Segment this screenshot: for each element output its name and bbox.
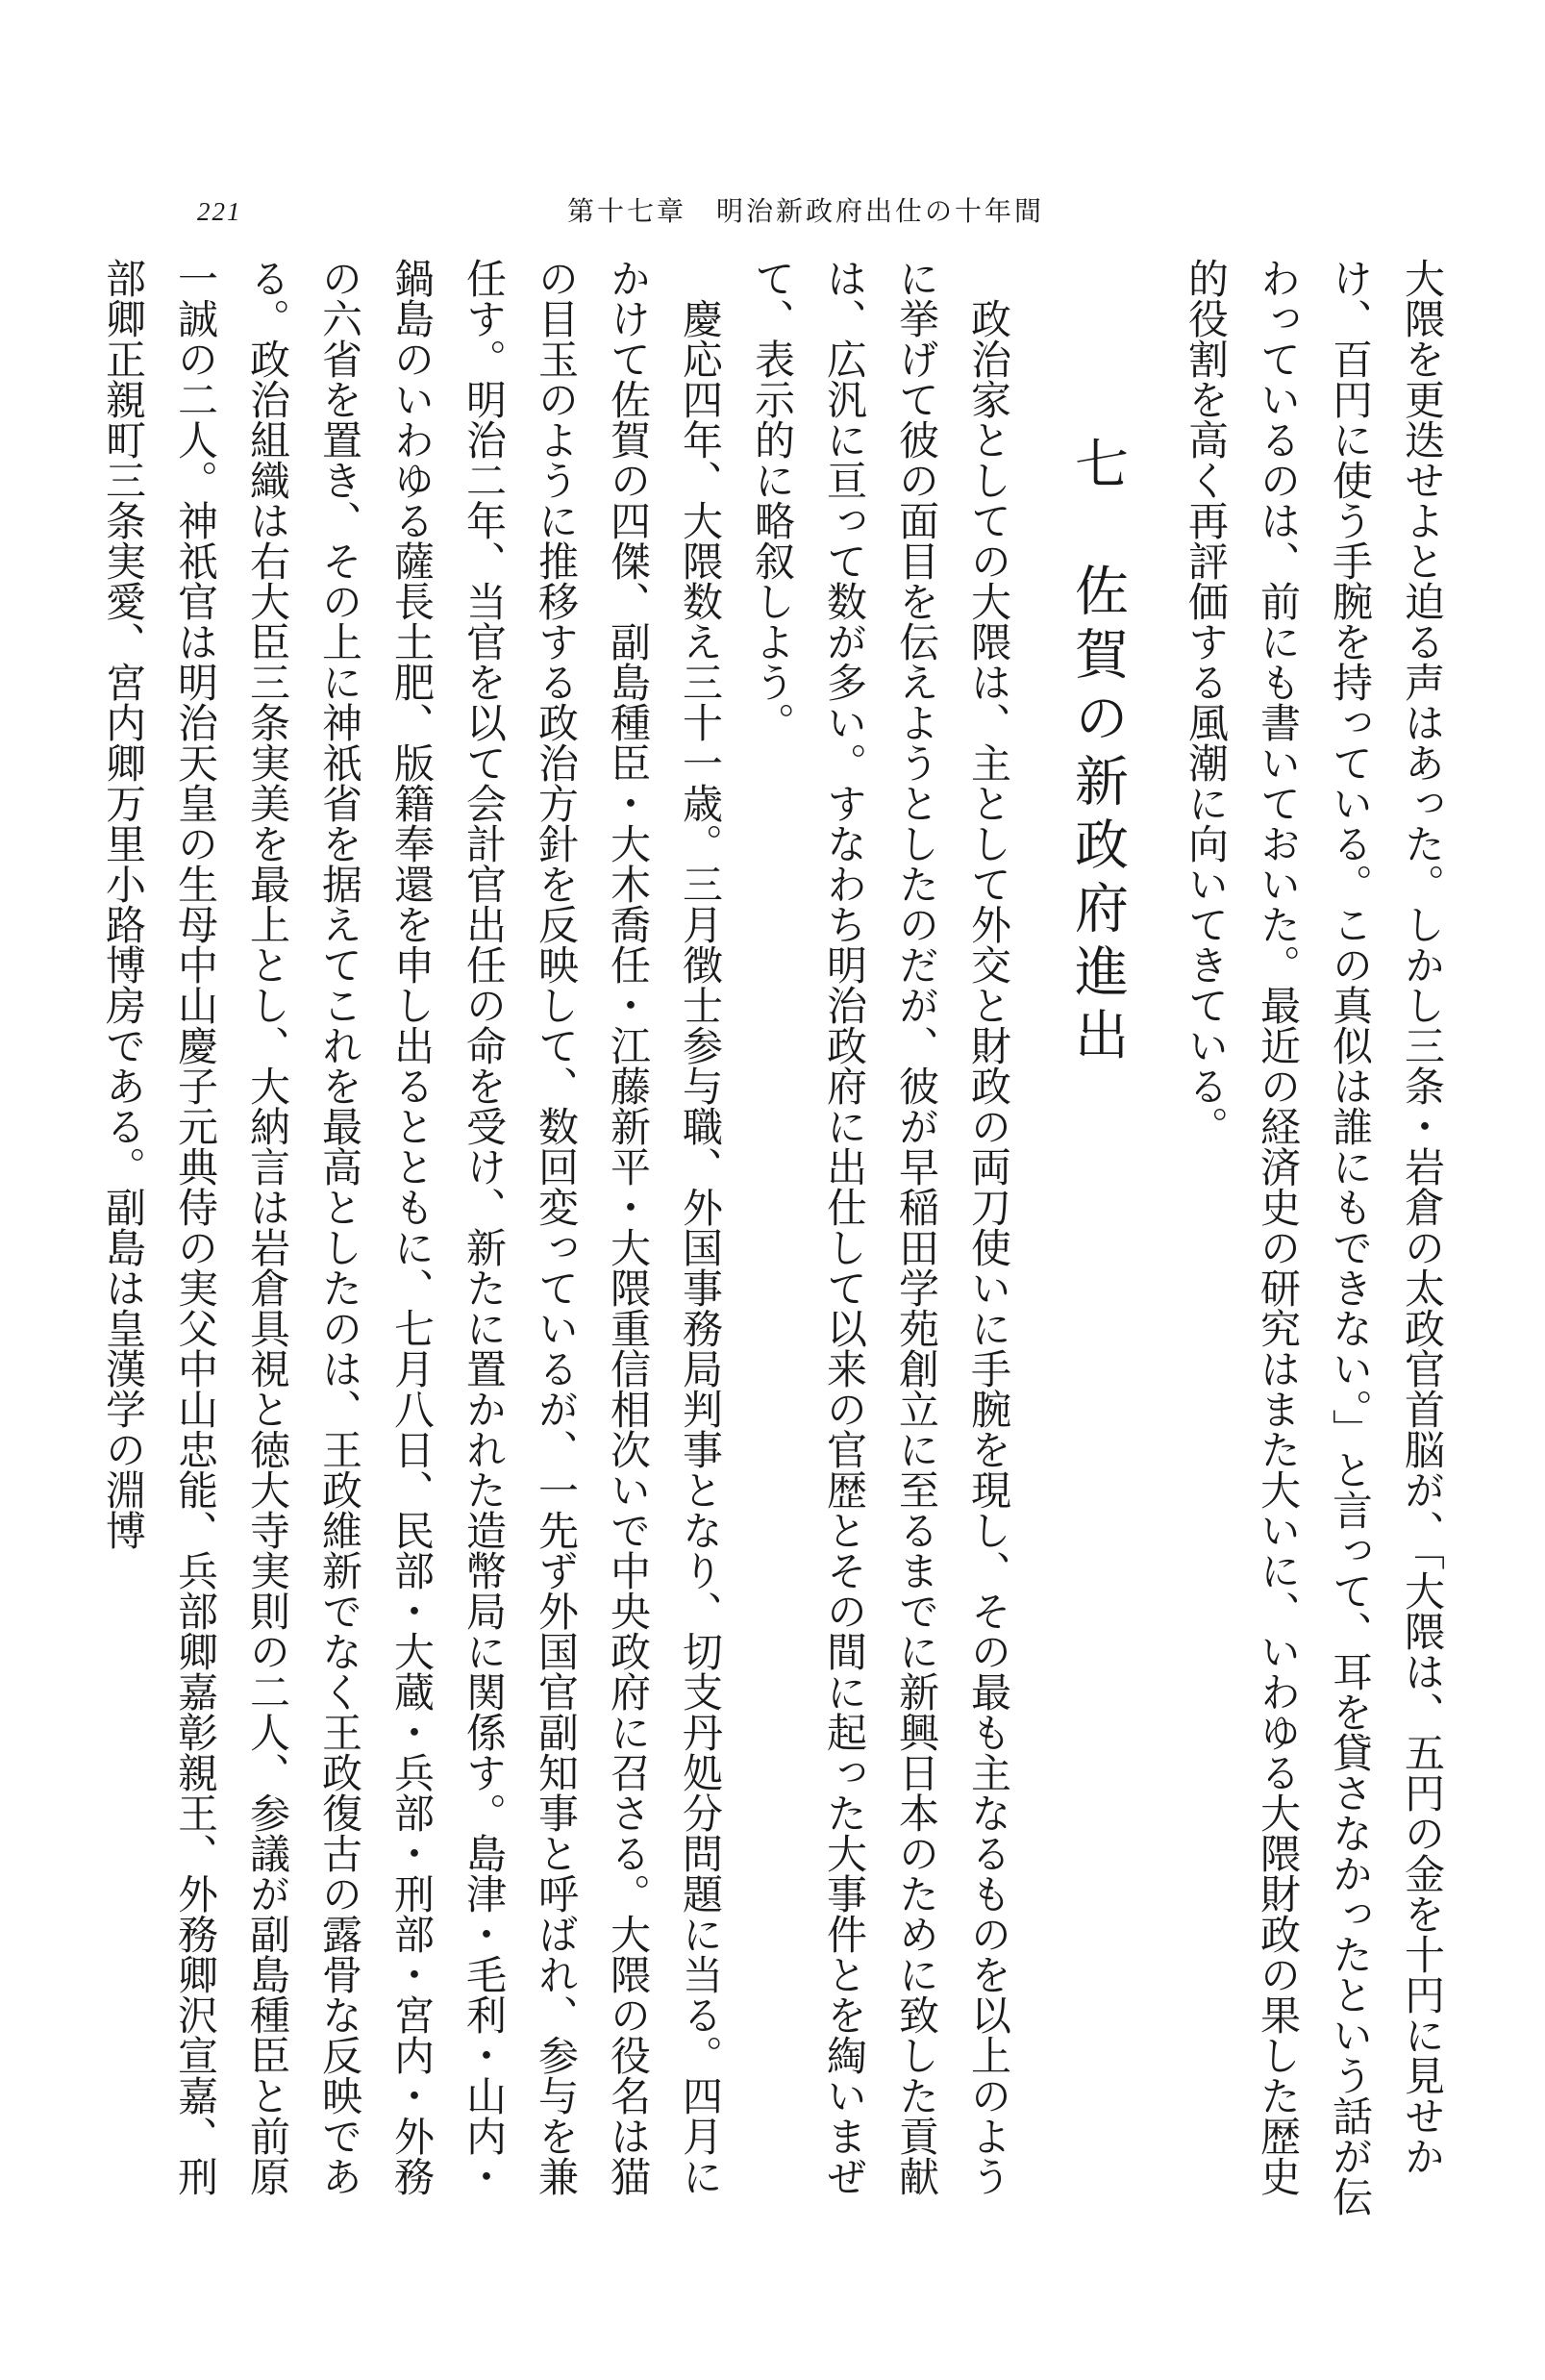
paragraph: 政治家としての大隈は、主として外交と財政の両刀使いに手腕を現し、その最も主なるものを以上のように挙げて彼の面目を伝えようとしたのだが、彼が早稲田学苑創立に至るまでに新興日本のために致した貢献は、広汎に亘って数が多い。すなわち明治政府に出仕して以来の官歴とその間に起った大事件とを綯いまぜて、表示的に略叙しよう。	[749, 258, 1012, 2196]
body-text	[87, 258, 1458, 2229]
section-heading: 七 佐賀の新政府進出	[1066, 436, 1129, 1070]
paragraph: 慶応四年、大隈数え三十一歳。三月徴士参与職、外国事務局判事となり、切支丹処分問題に当る。四月にかけて佐賀の四傑、副島種臣・大木喬任・江藤新平・大隈重信相次いで中央政府に召さる。大隈の役名は猫の目玉のように推移する政治方針を反映して、数回変っているが、一先ず外国官副知事と呼ばれ、参与を兼任す。明治二年、当官を以て会計官出任の命を受け、新たに置かれた造幣局に関係す。島津・毛利・山内・鍋島のいわゆる薩長土肥、版籍奉還を申し出るとともに、七月八日、民部・大蔵・兵部・刑部・宮内・外務の六省を置き、その上に神祇省を据えてこれを最高としたのは、王政維新でなく王政復古の露骨な反映である。政治組織は右大臣三条実美を最上とし、大納言は岩倉具視と徳大寺実則の二人、参議が副島種臣と前原一誠の二人。神祇官は明治天皇の生母中山慶子元典侍の実父中山忠能、兵部卿嘉彰親王、外務卿沢宣嘉、刑部卿正親町三条実愛、宮内卿万里小路博房である。副島は皇漢学の淵博	[100, 258, 724, 2196]
running-header: 第十七章 明治新政府出仕の十年間	[567, 195, 1045, 227]
paragraph: 大隈を更迭せよと迫る声はあった。しかし三条・岩倉の太政官首脳が、「大隈は、五円の金を十円に見せかけ、百円に使う手腕を持っている。この真似は誰にもできない。」と言って、耳を貸さなかったという話が伝わっているのは、前にも書いておいた。最近の経済史の研究はまた大いに、いわゆる大隈財政の果した歴史的役割を高く再評価する風潮に向いてきている。	[1183, 258, 1446, 2217]
page-number: 221	[197, 197, 242, 226]
